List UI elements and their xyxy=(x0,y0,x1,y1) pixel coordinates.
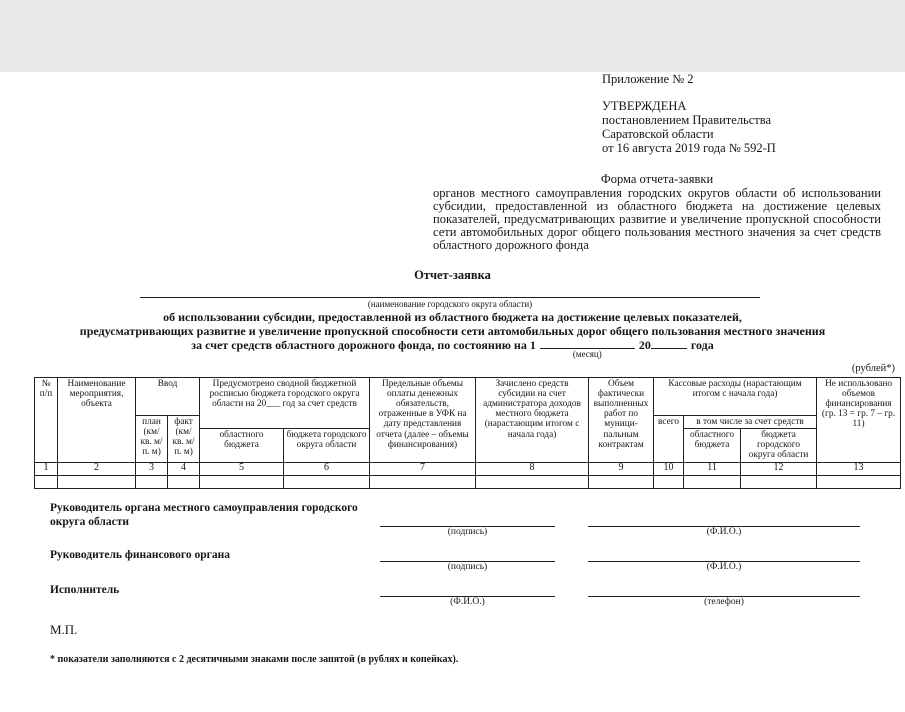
column-number: 7 xyxy=(370,462,476,475)
signature-line xyxy=(380,515,555,527)
column-number: 4 xyxy=(168,462,200,475)
column-number: 12 xyxy=(741,462,817,475)
signature-caption: (Ф.И.О.) xyxy=(706,561,742,572)
name-underline xyxy=(140,297,760,298)
empty-cell xyxy=(476,475,589,488)
municipality-name-field xyxy=(140,297,760,309)
empty-cell xyxy=(589,475,654,488)
signature-row-head-of-government xyxy=(50,501,905,538)
empty-cell xyxy=(168,475,200,488)
stamp-placeholder: М.П. xyxy=(50,621,78,637)
signature-line xyxy=(588,550,860,562)
footnote: * показатели заполняются с 2 десятичными знаками после запятой (в рублях и копейках). xyxy=(50,653,459,665)
column-number: 2 xyxy=(58,462,136,475)
column-number: 8 xyxy=(476,462,589,475)
header-fact: факт (км/ кв. м/ п. м) xyxy=(168,415,200,462)
header-limits: Предельные объемы оплаты денежных обязательств, отраженные в УФК на дату представления отчета (далее – объемы финансирования) xyxy=(370,377,476,462)
empty-cell xyxy=(200,475,284,488)
empty-cell xyxy=(684,475,741,488)
rubles-note: (рублей*) xyxy=(851,362,895,374)
signature-caption: (Ф.И.О.) xyxy=(450,596,485,607)
column-number: 1 xyxy=(35,462,58,475)
header-oblast-budget: областного бюджета xyxy=(200,428,284,462)
form-description: органов местного самоуправления городских округов области об использовании субсидии, предоставленной из областного бюджета на достижение целевых показателей, предусматривающих развитие и увеличение пропускной способности сети автомобильных дорог общего пользования местного значения за счет средств областного дорожного фонда xyxy=(433,186,881,252)
report-subtitle xyxy=(0,310,905,359)
empty-cell xyxy=(284,475,370,488)
empty-cell xyxy=(58,475,136,488)
signature-caption: (подпись) xyxy=(447,526,488,537)
signature-caption: (подпись) xyxy=(447,561,488,572)
empty-cell xyxy=(370,475,476,488)
header-provided-group: Предусмотрено сводной бюджетной росписью бюджета городского округа области на 20___ год за счет средств xyxy=(200,377,370,428)
header-city-budget: бюджета городского округа области xyxy=(284,428,370,462)
approved-line: постановлением Правительства xyxy=(602,113,772,127)
header-including: в том числе за счет средств xyxy=(684,415,817,428)
approved-line: УТВЕРЖДЕНА xyxy=(602,99,687,113)
signature-row-executor xyxy=(50,583,905,608)
signature-line xyxy=(380,585,555,597)
empty-cell xyxy=(654,475,684,488)
document-page xyxy=(0,72,905,712)
column-number: 5 xyxy=(200,462,284,475)
empty-cell xyxy=(136,475,168,488)
approved-line: от 16 августа 2019 года № 592-П xyxy=(602,141,776,155)
signature-line xyxy=(380,550,555,562)
signature-block xyxy=(50,501,905,608)
report-table xyxy=(34,377,901,489)
signature-label: Руководитель органа местного самоуправления городского округа области xyxy=(50,501,358,528)
month-caption: (месяц) xyxy=(572,349,602,359)
approved-line: Саратовской области xyxy=(602,127,714,141)
column-number: 3 xyxy=(136,462,168,475)
name-caption: (наименование городского округа области) xyxy=(367,299,533,309)
empty-cell xyxy=(741,475,817,488)
appendix-label: Приложение № 2 xyxy=(602,72,694,86)
column-number: 13 xyxy=(817,462,901,475)
header-name: Наименование мероприятия, объекта xyxy=(58,377,136,462)
signature-label: Исполнитель xyxy=(50,583,120,596)
signature-line xyxy=(588,585,860,597)
subtitle-line-3: за счет средств областного дорожного фонда, по состоянию на 1 (месяц) 20 года xyxy=(191,338,714,359)
signature-line xyxy=(588,515,860,527)
header-city-budget-2: бюджета городского округа области xyxy=(741,428,817,462)
year-blank xyxy=(651,338,687,349)
signature-label: Руководитель финансового органа xyxy=(50,548,230,561)
column-number: 11 xyxy=(684,462,741,475)
subtitle-line-2: предусматривающих развитие и увеличение пропускной способности сети автомобильных дорог общего пользования местного значения xyxy=(79,323,826,338)
month-blank xyxy=(540,338,635,359)
signature-row-finance-head xyxy=(50,548,905,573)
form-title: Форма отчета-заявки xyxy=(600,172,714,186)
column-numbers-row xyxy=(35,462,901,475)
header-oblast-budget-2: областного бюджета xyxy=(684,428,741,462)
signature-caption: (Ф.И.О.) xyxy=(706,526,742,537)
header-total: всего xyxy=(654,415,684,462)
column-number: 10 xyxy=(654,462,684,475)
header-no: № п/п xyxy=(35,377,58,462)
approval-block xyxy=(433,72,881,252)
signature-caption: (телефон) xyxy=(704,596,744,607)
column-number: 9 xyxy=(589,462,654,475)
empty-cell xyxy=(35,475,58,488)
subtitle-line-1: об использовании субсидии, предоставленной из областного бюджета на достижение целевых показателей, xyxy=(163,310,742,324)
column-number: 6 xyxy=(284,462,370,475)
header-works: Объем фактически выполненных работ по муници- пальным контрактам xyxy=(589,377,654,462)
header-credited: Зачислено средств субсидии на счет администратора доходов местного бюджета (нарастающим итогом с начала года) xyxy=(476,377,589,462)
header-unused: Не использовано объемов финансирования (гр. 13 = гр. 7 – гр. 11) xyxy=(817,377,901,462)
header-plan: план (км/ кв. м/ п. м) xyxy=(136,415,168,462)
empty-cell xyxy=(817,475,901,488)
report-title: Отчет-заявка xyxy=(414,268,491,282)
header-cash-group: Кассовые расходы (нарастающим итогом с начала года) xyxy=(654,377,817,415)
header-input-group: Ввод xyxy=(136,377,200,415)
empty-data-row xyxy=(35,475,901,488)
